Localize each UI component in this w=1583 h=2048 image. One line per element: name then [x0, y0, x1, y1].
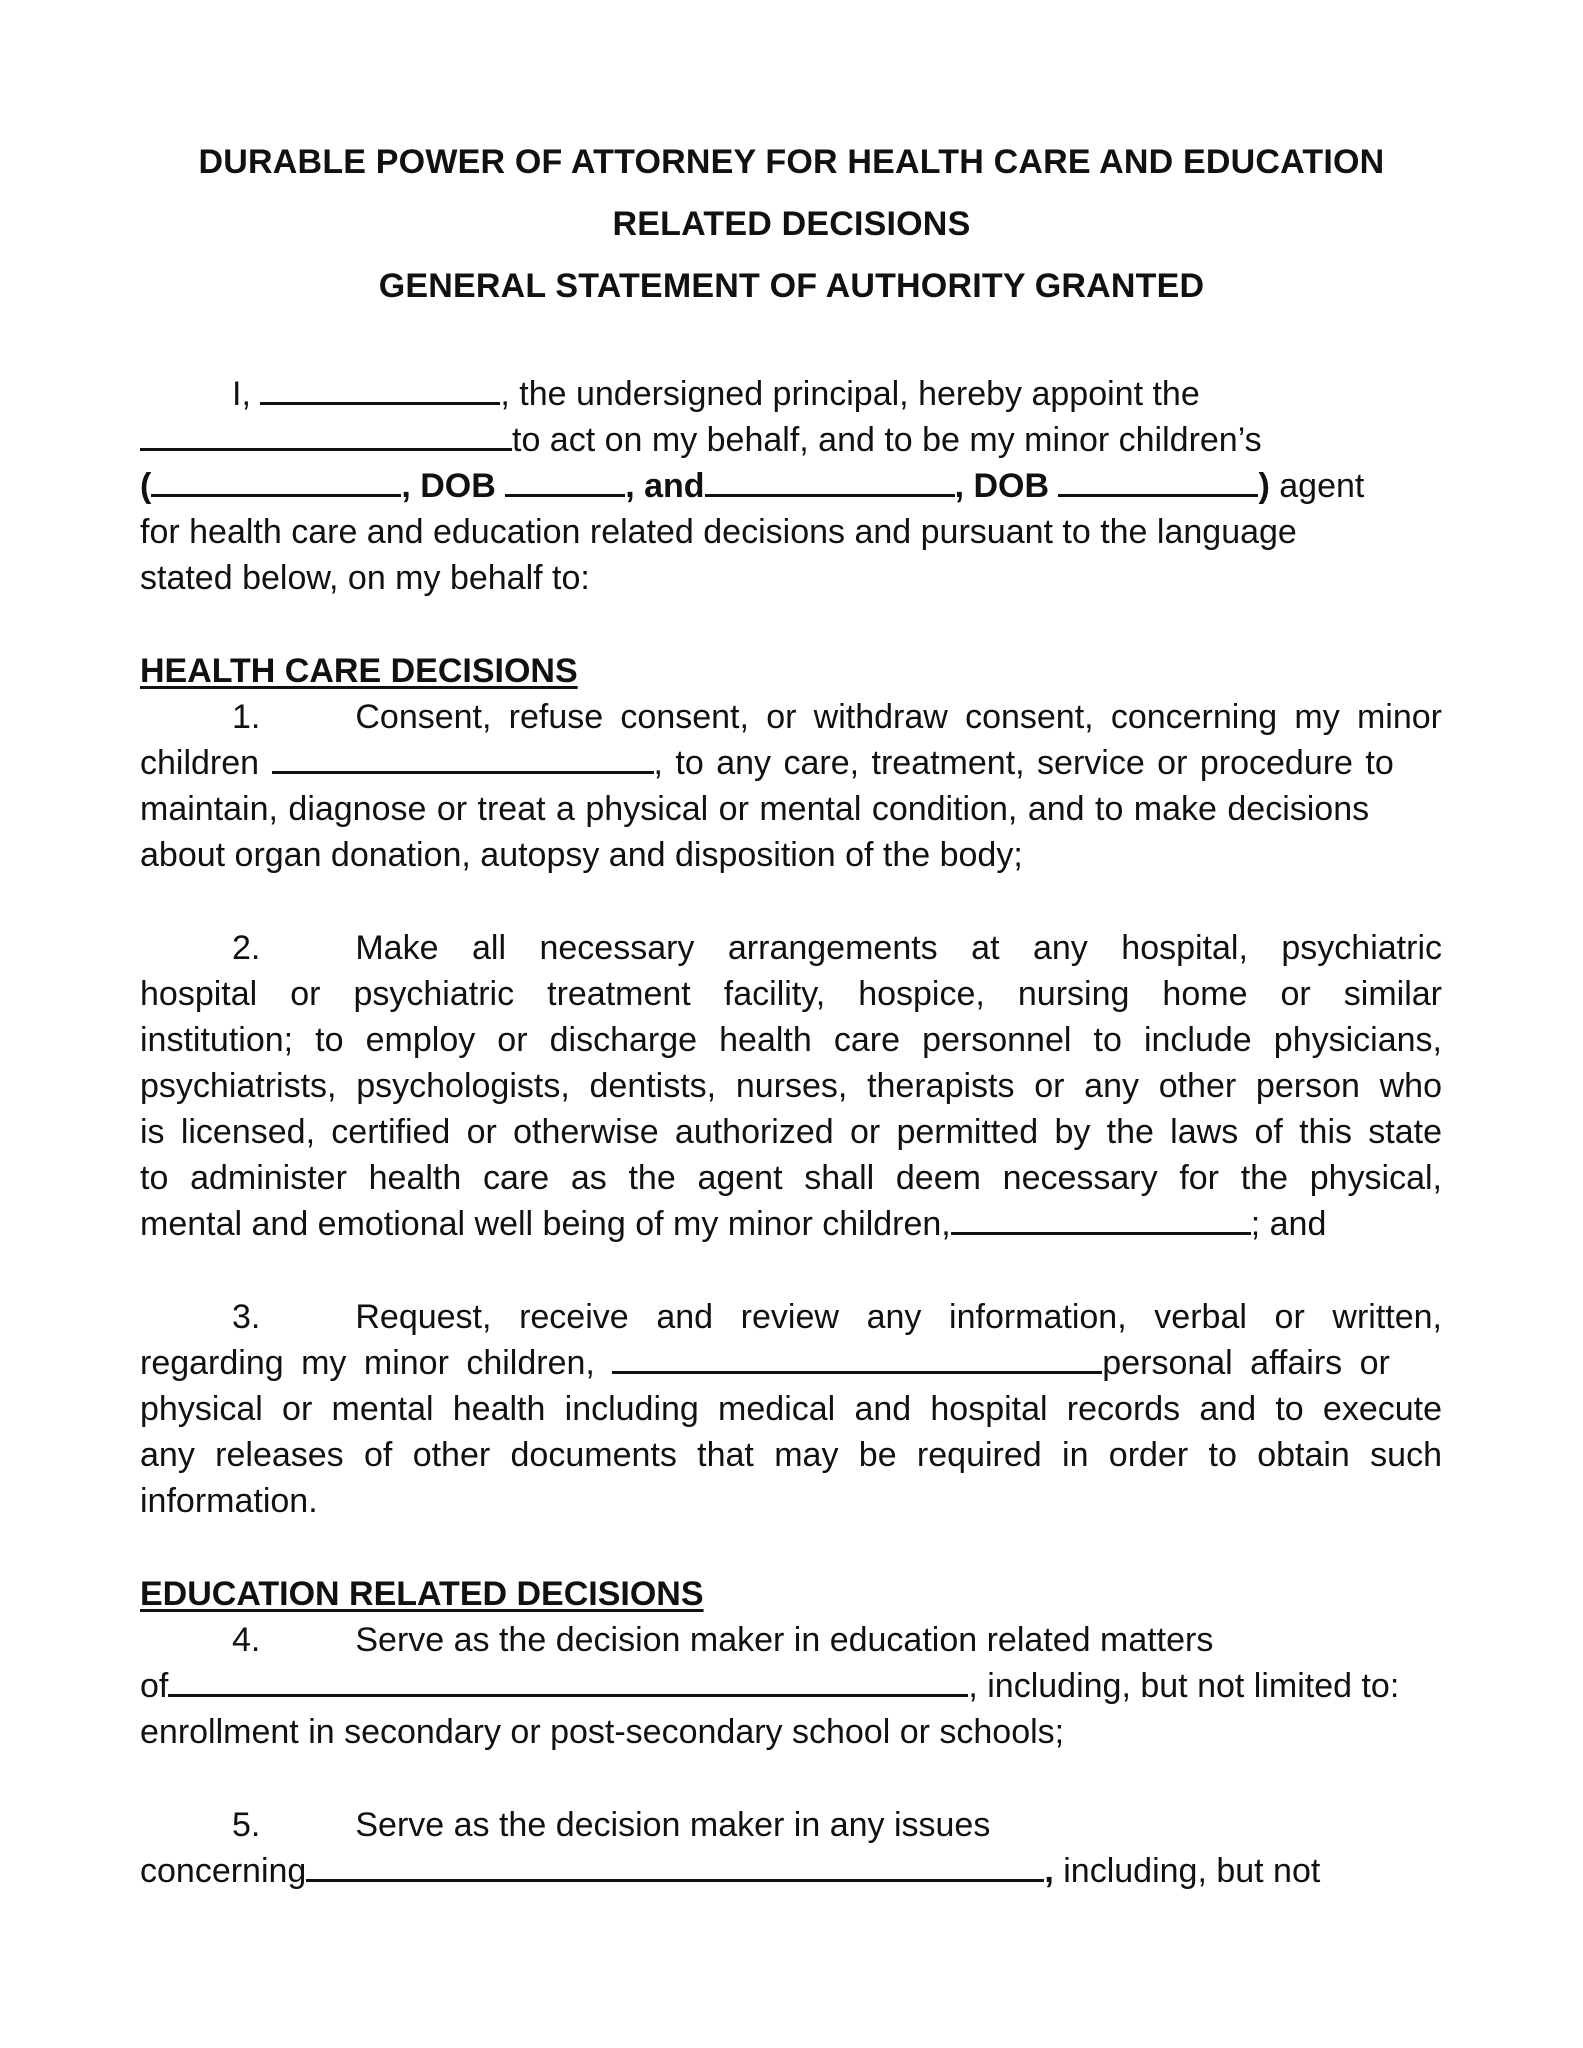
health-care-heading: HEALTH CARE DECISIONS: [140, 652, 578, 690]
education-children-blank[interactable]: [168, 1668, 968, 1697]
children-names-blank-3[interactable]: [612, 1345, 1102, 1374]
item-4-line-3: enrollment in secondary or post-secondary school or schools;: [140, 1713, 1065, 1751]
item-2-line-2: hospital or psychiatric treatment facility, hospice, nursing home or similar: [140, 975, 1442, 1013]
item-5-line-2: concerning , including, but not: [140, 1852, 1321, 1890]
item-3-line-3: physical or mental health including medical and hospital records and to execute: [140, 1390, 1442, 1428]
intro-line-3: ( , DOB , and , DOB ) agent: [140, 467, 1365, 505]
intro-line-5: stated below, on my behalf to:: [140, 559, 590, 597]
agent-name-blank[interactable]: [140, 422, 512, 451]
intro-line-2: to act on my behalf, and to be my minor children’s: [140, 420, 1442, 460]
item-1-line-2: children , to any care, treatment, service or procedure to: [140, 744, 1394, 782]
item-3-line-2: regarding my minor children, personal affairs or: [140, 1344, 1390, 1382]
children-names-blank-1[interactable]: [272, 745, 654, 774]
intro-line-4: for health care and education related decisions and pursuant to the language: [140, 513, 1297, 551]
item-4-line-1: 4. Serve as the decision maker in education related matters: [232, 1621, 1214, 1659]
document-title-line1: DURABLE POWER OF ATTORNEY FOR HEALTH CARE AND EDUCATION: [198, 143, 1385, 181]
item-3-line-4: any releases of other documents that may be required in order to obtain such: [140, 1436, 1442, 1474]
item-2-line-7: mental and emotional well being of my minor children, ; and: [140, 1205, 1327, 1243]
child1-name-blank[interactable]: [151, 468, 401, 497]
child1-dob-blank[interactable]: [505, 468, 625, 497]
item-1-line-3: maintain, diagnose or treat a physical or mental condition, and to make decisions: [140, 790, 1370, 828]
education-heading: EDUCATION RELATED DECISIONS: [140, 1575, 704, 1613]
child2-dob-blank[interactable]: [1058, 468, 1258, 497]
item-1-line-4: about organ donation, autopsy and disposition of the body;: [140, 836, 1023, 874]
issues-concerning-blank[interactable]: [306, 1853, 1044, 1882]
item-2-line-5: is licensed, certified or otherwise authorized or permitted by the laws of this state: [140, 1113, 1442, 1151]
item-3-line-1: 3. Request, receive and review any information, verbal or written,: [232, 1298, 1442, 1336]
item-2-line-6: to administer health care as the agent shall deem necessary for the physical,: [140, 1159, 1442, 1197]
intro-line-1: I, , the undersigned principal, hereby appoint the: [232, 375, 1200, 413]
item-5-line-1: 5. Serve as the decision maker in any issues: [232, 1806, 991, 1844]
document-title-line2: RELATED DECISIONS: [612, 205, 971, 243]
item-2-line-3: institution; to employ or discharge health care personnel to include physicians,: [140, 1021, 1442, 1059]
children-names-blank-2[interactable]: [951, 1206, 1251, 1235]
item-4-line-2: of , including, but not limited to:: [140, 1667, 1400, 1705]
child2-name-blank[interactable]: [705, 468, 955, 497]
document-subtitle: GENERAL STATEMENT OF AUTHORITY GRANTED: [378, 267, 1205, 305]
principal-name-blank[interactable]: [260, 376, 500, 405]
item-1-line-1: 1. Consent, refuse consent, or withdraw consent, concerning my minor: [232, 698, 1442, 736]
item-3-line-5: information.: [140, 1482, 318, 1520]
item-2-line-4: psychiatrists, psychologists, dentists, nurses, therapists or any other person who: [140, 1067, 1442, 1105]
item-2-line-1: 2. Make all necessary arrangements at any hospital, psychiatric: [232, 929, 1442, 967]
